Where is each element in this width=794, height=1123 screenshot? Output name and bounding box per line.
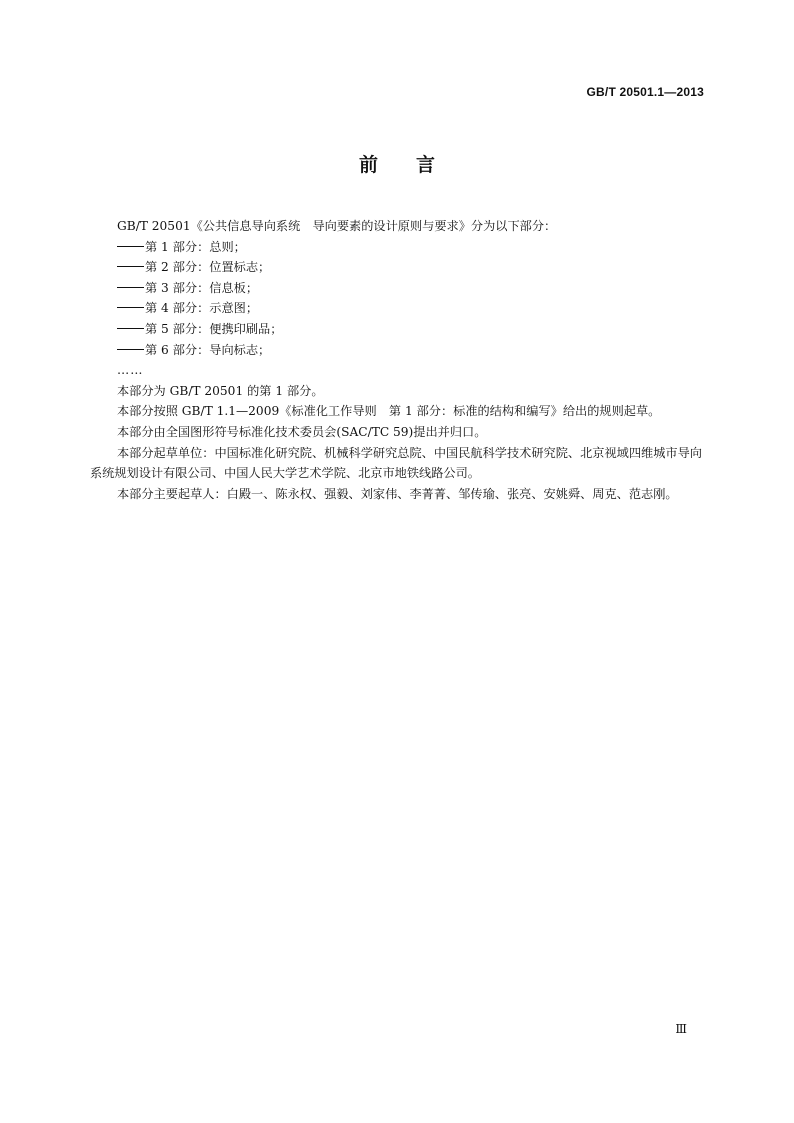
part-label: 第 2 部分：位置标志； [145,260,271,275]
part-list-item [90,319,710,340]
drafters-paragraph: 本部分主要起草人：白殿一、陈永权、强毅、刘家伟、李菁菁、邹传瑜、张亮、安姚舜、周克、范志刚。 [117,486,678,501]
part-list-item [90,257,710,278]
dash-marker [117,328,144,329]
foreword-body [90,216,710,504]
dash-marker [117,307,144,308]
drafting-rules-paragraph: 本部分按照 GB/T 1.1—2009《标准化工作导则 第 1 部分：标准的结构和编写》给出的规则起草。 [117,404,661,419]
part-label: 第 1 部分：总则； [145,239,246,254]
drafting-units-paragraph: 本部分起草单位：中国标准化研究院、机械科学研究总院、中国民航科学技术研究院、北京视域四维城市导向系统规划设计有限公司、中国人民大学艺术学院、北京市地铁线路公司。 [90,445,702,481]
part-label: 第 4 部分：示意图； [145,301,259,316]
list-ellipsis: …… [117,363,144,378]
page-title: 前言 [358,154,473,176]
intro-paragraph: GB/T 20501《公共信息导向系统 导向要素的设计原则与要求》分为以下部分： [117,219,557,233]
part-list-item [90,278,710,299]
proposed-by-paragraph: 本部分由全国图形符号标准化技术委员会(SAC/TC 59)提出并归口。 [117,424,487,439]
part-list-item [90,298,710,319]
dash-marker [117,266,144,267]
dash-marker [117,287,144,288]
page-number: Ⅲ [675,1022,687,1036]
part-list-item [90,237,710,258]
this-part-paragraph: 本部分为 GB/T 20501 的第 1 部分。 [117,383,324,398]
dash-marker [117,246,144,247]
standard-number: GB/T 20501.1—2013 [586,85,704,99]
part-label: 第 5 部分：便携印刷品； [145,321,283,336]
part-label: 第 6 部分：导向标志； [145,342,271,357]
part-label: 第 3 部分：信息板； [145,280,259,295]
dash-marker [117,349,144,350]
part-list-item [90,340,710,361]
